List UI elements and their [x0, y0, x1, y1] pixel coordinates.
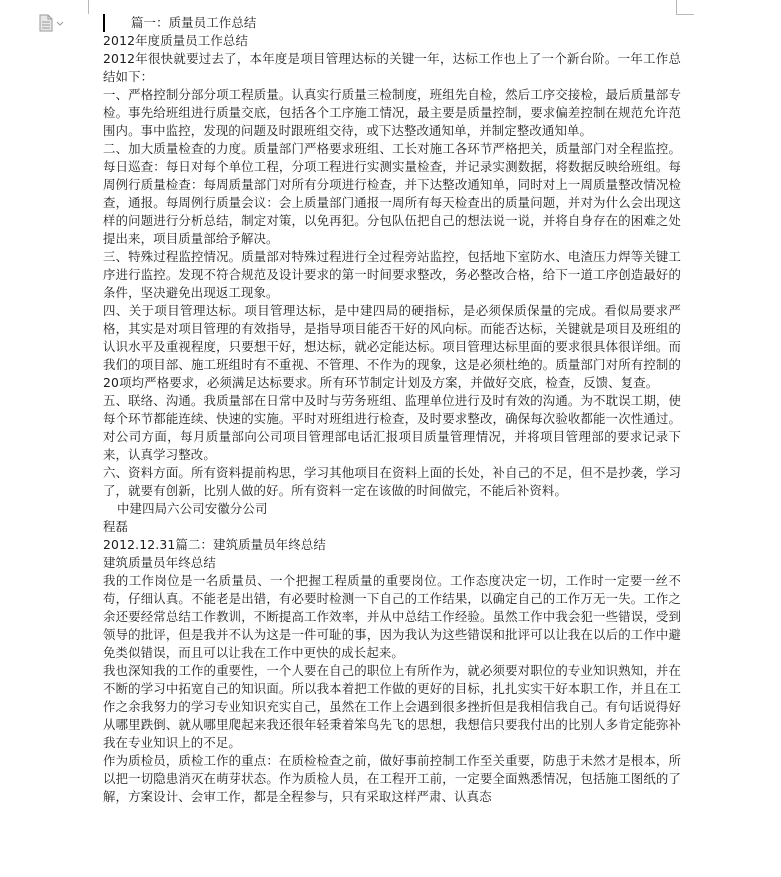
paragraph: 三、特殊过程监控情况。质量部对特殊过程进行全过程旁站监控，包括地下室防水、电渣压力焊等关键工序进行监控。发现不符合规范及设计要求的第一时间要求整改，务必整改合格，给下一道工序创造最好的条件，坚决避免出现返工现象。	[103, 249, 681, 300]
signature-name: 程磊	[103, 519, 129, 534]
signature-company: 中建四局六公司安徽分公司	[117, 501, 268, 516]
paragraph: 2012年度质量员工作总结	[103, 33, 248, 48]
paragraph: 我也深知我的工作的重要性，一个人要在自己的职位上有所作为，就必须要对职位的专业知识熟知，并在不断的学习中拓宽自己的知识面。所以我本着把工作做的更好的目标，扎扎实实干好本职工作，并且在工作之余我努力的学习专业知识充实自己，虽然在工作上会遇到很多挫折但是我相信我自己。有句话说得好从哪里跌倒、就从哪里爬起来我还很年轻秉着笨鸟先飞的思想，我想信只要我付出的比别人多肯定能弥补我在专业知识上的不足。	[103, 663, 681, 750]
paragraph: 2012.12.31篇二：建筑质量员年终总结	[103, 537, 326, 552]
paragraph: 我的工作岗位是一名质量员、一个把握工程质量的重要岗位。工作态度决定一切，工作时一定要一丝不苟，仔细认真。不能老是出错，有必要时检测一下自己的工作结果，以确定自己的工作万无一失。工作之余还要经常总结工作教训，不断提高工作效率，并从中总结工作经验。虽然工作中我会犯一些错误，受到领导的批评，但是我并不认为这是一件可耻的事，因为我认为这些错误和批评可以让我在以后的工作中避免类似错误，而且可以让我在工作中更快的成长起来。	[103, 573, 681, 660]
paragraph: 五、联络、沟通。我质量部在日常中及时与劳务班组、监理单位进行及时有效的沟通。为不耽误工期，使每个环节都能连续、快速的实施。平时对班组进行检查，及时要求整改，确保每次验收都能一次性通过。对公司方面，每月质量部向公司项目管理部电话汇报项目质量管理情况，并将项目管理部的要求记录下来，认真学习整改。	[103, 393, 681, 462]
document-icon[interactable]	[38, 14, 68, 32]
paragraph: 作为质检员，质检工作的重点：在质检检查之前，做好事前控制工作至关重要，防患于未然才是根本，所以把一切隐患消灭在萌芽状态。作为质检人员，在工程开工前，一定要全面熟悉情况，包括施工图纸的了解，方案设计、会审工作，都是全程参与，只有采取这样严肃、认真态	[103, 753, 681, 804]
paragraph: 2012年很快就要过去了，本年度是项目管理达标的关键一年，达标工作也上了一个新台阶。一年工作总结如下：	[103, 51, 681, 84]
paragraph: 六、资料方面。所有资料提前构思，学习其他项目在资料上面的长处，补自己的不足，但不是抄袭，学习了，就要有创新，比别人做的好。所有资料一定在该做的时间做完，不能后补资料。	[103, 465, 681, 498]
paragraph: 建筑质量员年终总结	[103, 555, 216, 570]
crop-mark-right-vertical	[676, 0, 677, 14]
paragraph: 二、加大质量检查的力度。质量部门严格要求班组、工长对施工各环节严格把关，质量部门对全程监控。每日巡查：每日对每个单位工程，分项工程进行实测实量检查，并记录实测数据，将数据反映给班组。每周例行质量检查：每周质量部门对所有分项进行检查，并下达整改通知单，同时对上一周质量整改情况检查，通报。每周例行质量会议：会上质量部门通报一周所有每天检查出的质量问题，并对为什么会出现这样的问题进行分析总结，制定对策，以免再犯。分包队伍把自己的想法说一说，并将自身存在的困难之处提出来，项目质量部给予解决。	[103, 141, 681, 246]
paragraph: 四、关于项目管理达标。项目管理达标，是中建四局的硬指标，是必须保质保量的完成。看似局要求严格，其实是对项目管理的有效指导，是指导项目能否干好的风向标。而能否达标，关键就是项目及班组的认识水平及重视程度，只要想干好，想达标，就必定能达标。项目管理达标里面的要求很具体很详细。而我们的项目部、施工班组时有不重视、不管理、不作为的现象，这是必须杜绝的。质量部门对所有控制的20项均严格要求，必须满足达标要求。所有环节制定计划及方案，并做好交底，检查，反馈、复查。	[103, 303, 681, 390]
doc-title: 篇一：质量员工作总结	[131, 15, 257, 30]
paragraph: 一、严格控制分部分项工程质量。认真实行质量三检制度，班组先自检，然后工序交接检，最后质量部专检。事先给班组进行质量交底，包括各个工序施工情况，最主要是质量控制，要求偏差控制在规范允许范围内。事中监控，发现的问题及时跟班组交待，或下达整改通知单，并制定整改通知单。	[103, 87, 681, 138]
crop-mark-left	[88, 0, 89, 14]
document-body[interactable]	[103, 14, 681, 806]
